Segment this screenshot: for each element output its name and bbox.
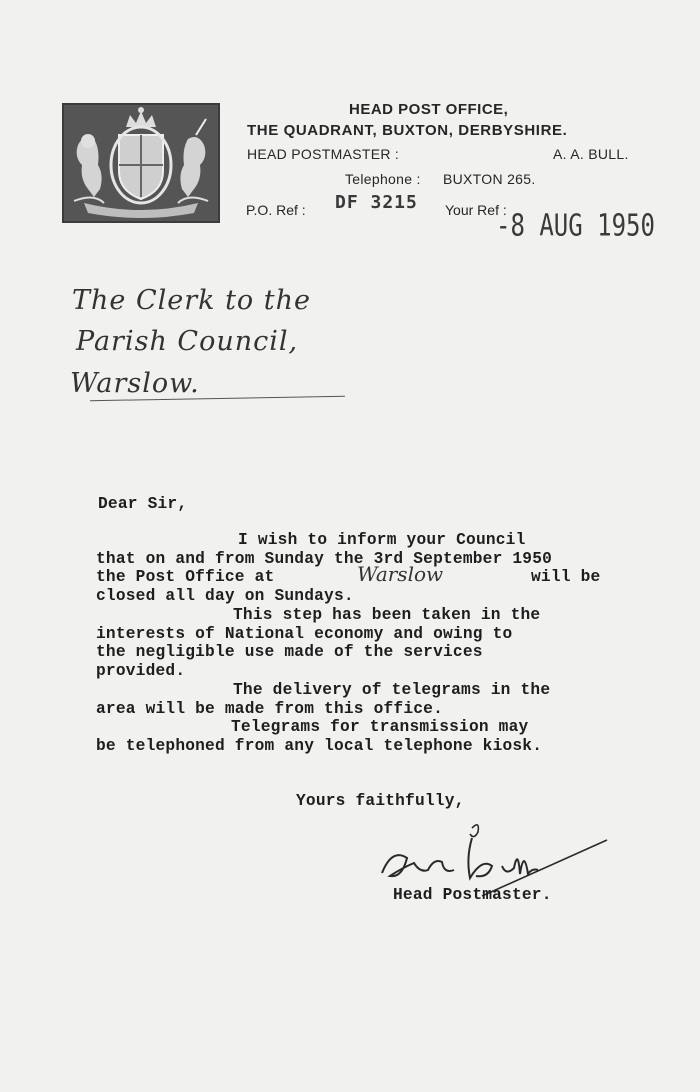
letter-line-8: provided. [96, 662, 186, 680]
signatory-title: Head Postmaster. [393, 886, 552, 904]
letter-line-11: Telegrams for transmission may [231, 718, 529, 736]
letter-line-7: the negligible use made of the services [96, 643, 483, 661]
letter-line-3-end: will be [531, 568, 601, 586]
salutation: Dear Sir, [98, 495, 188, 513]
postmaster-name: A. A. BULL. [553, 146, 629, 162]
postmaster-label: HEAD POSTMASTER : [247, 146, 400, 162]
po-ref-label: P.O. Ref : [246, 202, 306, 218]
royal-coat-of-arms-icon [62, 103, 220, 223]
letter-line-1: I wish to inform your Council [238, 531, 526, 549]
recipient-line-1: The Clerk to the [72, 285, 311, 316]
letter-line-9: The delivery of telegrams in the [233, 681, 551, 699]
date-stamp: -8 AUG 1950 [496, 208, 655, 243]
closing: Yours faithfully, [296, 792, 465, 810]
letter-line-2: that on and from Sunday the 3rd September 1950 [96, 550, 553, 568]
letter-line-5: This step has been taken in the [233, 606, 541, 624]
post-office-name: Warslow [357, 562, 444, 586]
letter-line-10: area will be made from this office. [96, 700, 443, 718]
telephone-value: BUXTON 265. [443, 171, 536, 187]
your-ref-label: Your Ref : [445, 202, 507, 218]
recipient-line-2: Parish Council, [76, 326, 299, 357]
letter-line-4: closed all day on Sundays. [96, 587, 354, 605]
po-ref-value: DF 3215 [335, 192, 418, 213]
letter-line-3-start: the Post Office at [96, 568, 275, 586]
telephone-label: Telephone : [345, 171, 421, 187]
recipient-line-3: Warslow. [70, 368, 200, 399]
coat-of-arms-graphic [64, 105, 218, 221]
letter-line-3 [96, 568, 274, 587]
letter-line-12: be telephoned from any local telephone kiosk. [96, 737, 543, 755]
letterhead-address: THE QUADRANT, BUXTON, DERBYSHIRE. [247, 122, 568, 139]
letterhead-office: HEAD POST OFFICE, [349, 101, 509, 118]
letter-line-6: interests of National economy and owing to [96, 625, 513, 643]
